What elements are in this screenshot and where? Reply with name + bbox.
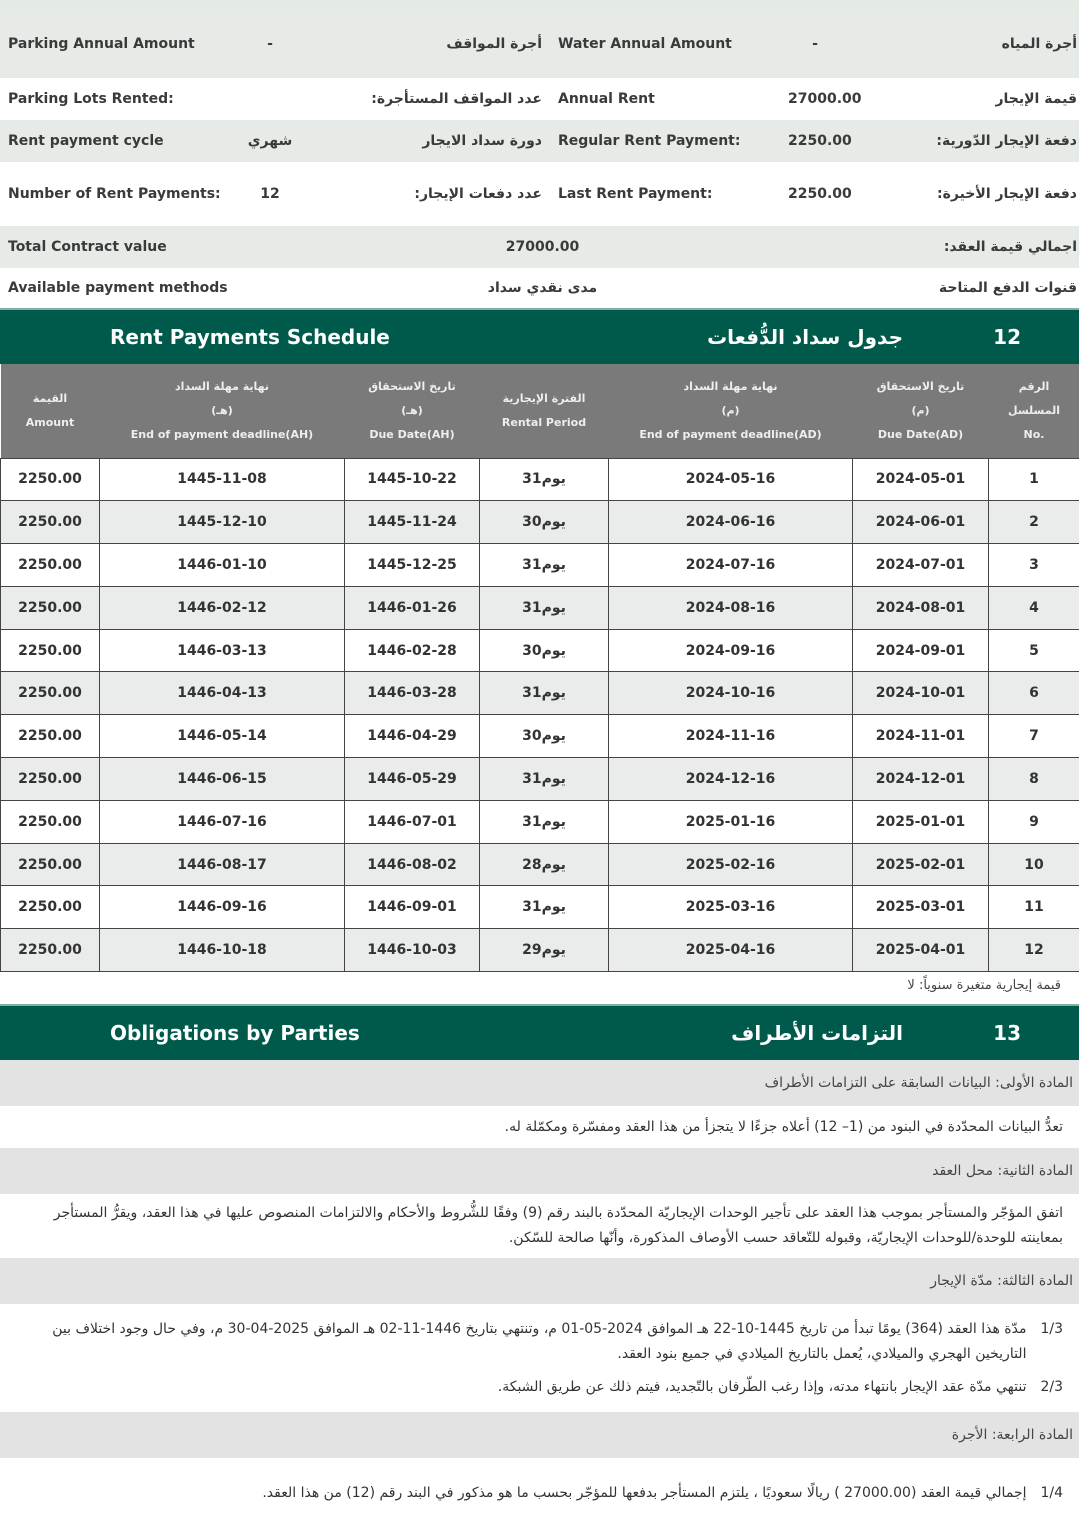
- table-cell: 2024-11-16: [609, 715, 853, 758]
- table-cell: 31يوم: [480, 544, 609, 587]
- table-cell: 1446-04-13: [100, 672, 345, 715]
- table-cell: 1446-09-16: [100, 886, 345, 929]
- table-cell: 2024-05-16: [609, 458, 853, 501]
- table-cell: 2250.00: [1, 672, 100, 715]
- variable-rent-note: قيمة إيجارية متغيرة سنوياً: لا: [0, 972, 1079, 1004]
- table-cell: 1446-01-10: [100, 544, 345, 587]
- article-4-items: [0, 1458, 1079, 1528]
- table-cell: 1446-10-03: [345, 929, 480, 972]
- table-cell: 2025-04-16: [609, 929, 853, 972]
- header-line: End of payment deadline(AH): [102, 423, 343, 447]
- header-line: Due Date(AH): [347, 423, 478, 447]
- clause-text: إجمالي قيمة العقد (27000.00 ) ريالًا سعوديًا ، يلتزم المستأجر بدفعها للمؤجّر بحسب ما هو مذكور في البند رقم (12) من هذا العقد.: [262, 1481, 1026, 1506]
- article-3-title: المادة الثالثة: مدّة الإيجار: [0, 1258, 1079, 1304]
- table-cell: 2024-06-01: [853, 501, 989, 544]
- header-line: Rental Period: [482, 411, 607, 435]
- total-contract-row: [0, 226, 1079, 268]
- value: 27000.00: [780, 87, 850, 111]
- label-ar: دورة سداد الايجار: [310, 129, 550, 153]
- table-cell: 2024-10-16: [609, 672, 853, 715]
- column-header: [989, 364, 1079, 458]
- clause-number: 1/4: [1040, 1481, 1063, 1506]
- clause-item: [16, 1317, 1063, 1367]
- table-row: [1, 458, 1079, 501]
- label-en: Annual Rent: [550, 87, 780, 111]
- clause-text: مدّة هذا العقد (364) يومًا تبدأ من تاريخ 1445-10-22 هـ الموافق 2024-05-01 م، وتنتهي بتاريخ 1446-11-02 هـ الموافق 2025-04-30 م، وفي حال وجود اختلاف بين التاريخين الهجري والميلادي، يُعمل بالتاريخ الميلادي في جميع بنود العقد.: [16, 1317, 1026, 1367]
- info-row: [0, 78, 1079, 120]
- table-cell: 6: [989, 672, 1079, 715]
- table-cell: 4: [989, 586, 1079, 629]
- info-row: [0, 10, 1079, 78]
- table-cell: 1445-12-10: [100, 501, 345, 544]
- table-cell: 12: [989, 929, 1079, 972]
- table-cell: 9: [989, 800, 1079, 843]
- header-line: المسلسل: [991, 399, 1078, 423]
- header-line: نهاية مهلة السداد: [102, 375, 343, 399]
- label-ar: أجرة المواقف: [310, 32, 550, 56]
- table-cell: 7: [989, 715, 1079, 758]
- contract-info-table: [0, 10, 1079, 226]
- header-line: نهاية مهلة السداد: [611, 375, 851, 399]
- info-row: [0, 162, 1079, 226]
- table-row: [1, 843, 1079, 886]
- top-strip: [0, 0, 1079, 10]
- table-cell: 1446-02-28: [345, 629, 480, 672]
- value: 12: [230, 182, 310, 206]
- column-header: [100, 364, 345, 458]
- table-cell: 5: [989, 629, 1079, 672]
- header-line: Amount: [3, 411, 98, 435]
- table-cell: 2024-08-16: [609, 586, 853, 629]
- table-row: [1, 886, 1079, 929]
- schedule-title-ar: جدول سداد الدُّفعات: [707, 325, 903, 349]
- table-cell: 1446-03-13: [100, 629, 345, 672]
- table-cell: 2024-07-16: [609, 544, 853, 587]
- table-cell: 1446-06-15: [100, 758, 345, 801]
- table-cell: 1446-09-01: [345, 886, 480, 929]
- clause-item: [16, 1375, 1063, 1400]
- table-cell: 2025-01-16: [609, 800, 853, 843]
- table-cell: 2025-04-01: [853, 929, 989, 972]
- schedule-section-number: 12: [993, 325, 1021, 349]
- table-cell: 2250.00: [1, 886, 100, 929]
- clause-item: [16, 1481, 1063, 1506]
- table-cell: 1445-11-08: [100, 458, 345, 501]
- header-line: Due Date(AD): [855, 423, 987, 447]
- table-cell: 2250.00: [1, 458, 100, 501]
- clause-text: تنتهي مدّة عقد الإيجار بانتهاء مدته، وإذا رغب الطّرفان بالتّجديد، فيتم ذلك عن طريق الشبكة.: [498, 1375, 1027, 1400]
- label-ar: أجرة المياه: [850, 32, 1079, 56]
- total-label-ar: اجمالي قيمة العقد:: [665, 235, 1079, 259]
- table-row: [1, 629, 1079, 672]
- table-row: [1, 715, 1079, 758]
- column-header: [609, 364, 853, 458]
- header-line: (م): [611, 399, 851, 423]
- table-row: [1, 800, 1079, 843]
- table-cell: 30يوم: [480, 629, 609, 672]
- table-cell: 1446-04-29: [345, 715, 480, 758]
- table-cell: 1446-07-01: [345, 800, 480, 843]
- table-cell: 28يوم: [480, 843, 609, 886]
- table-cell: 1446-08-02: [345, 843, 480, 886]
- article-2-text: اتفق المؤجّر والمستأجر بموجب هذا العقد على تأجير الوحدات الإيجاريّة المحدّدة بالبند رقم (9) وفقًا للشُّروط والأحكام والالتزامات المنصوص عليها في هذا العقد، ويقرُّ المستأجر بمعاينته للوحدة/للوحدات الإيجاريّة، وقبوله للتّعاقد حسب الأوصاف المذكورة، وأنّها صالحة للسّكن.: [0, 1194, 1079, 1258]
- table-cell: 2250.00: [1, 758, 100, 801]
- table-cell: 1446-05-14: [100, 715, 345, 758]
- clause-number: 2/3: [1040, 1375, 1063, 1400]
- header-line: (م): [855, 399, 987, 423]
- table-cell: 2024-10-01: [853, 672, 989, 715]
- article-1-title: المادة الأولى: البيانات السابقة على التزامات الأطراف: [0, 1060, 1079, 1106]
- table-cell: 1445-10-22: [345, 458, 480, 501]
- table-cell: 2024-12-16: [609, 758, 853, 801]
- table-cell: 31يوم: [480, 886, 609, 929]
- table-cell: 2024-11-01: [853, 715, 989, 758]
- table-cell: 30يوم: [480, 715, 609, 758]
- label-en: Water Annual Amount: [550, 32, 780, 56]
- article-2-title: المادة الثانية: محل العقد: [0, 1148, 1079, 1194]
- label-ar: عدد المواقف المستأجرة:: [310, 87, 550, 111]
- table-cell: 2025-02-01: [853, 843, 989, 886]
- table-cell: 1445-11-24: [345, 501, 480, 544]
- label-ar: دفعة الإيجار الأخيرة:: [850, 182, 1079, 206]
- table-cell: 30يوم: [480, 501, 609, 544]
- table-cell: 1445-12-25: [345, 544, 480, 587]
- label-ar: عدد دفعات الإيجار:: [310, 182, 550, 206]
- table-cell: 2024-06-16: [609, 501, 853, 544]
- value: -: [780, 32, 850, 56]
- clause-number: 1/3: [1040, 1317, 1063, 1367]
- table-cell: 29يوم: [480, 929, 609, 972]
- label-en: Last Rent Payment:: [550, 182, 780, 206]
- methods-value: مدى نقدي سداد: [420, 276, 665, 300]
- table-row: [1, 544, 1079, 587]
- article-1-text: تعدُّ البيانات المحدّدة في البنود من (1– 12) أعلاه جزءًا لا يتجزأ من هذا العقد ومفسّرة ومكمّلة له.: [0, 1106, 1079, 1148]
- header-line: End of payment deadline(AD): [611, 423, 851, 447]
- table-cell: 8: [989, 758, 1079, 801]
- table-row: [1, 758, 1079, 801]
- table-cell: 11: [989, 886, 1079, 929]
- methods-label-ar: قنوات الدفع المتاحة: [665, 276, 1079, 300]
- table-cell: 2024-09-16: [609, 629, 853, 672]
- obligations-section-number: 13: [993, 1021, 1021, 1045]
- table-cell: 2024-08-01: [853, 586, 989, 629]
- obligations-section-header: [0, 1004, 1079, 1060]
- schedule-section-header: [0, 308, 1079, 364]
- total-label-en: Total Contract value: [0, 235, 420, 259]
- column-header: [1, 364, 100, 458]
- table-row: [1, 501, 1079, 544]
- table-row: [1, 929, 1079, 972]
- schedule-title-en: Rent Payments Schedule: [110, 325, 390, 349]
- table-cell: 1446-10-18: [100, 929, 345, 972]
- table-cell: 2250.00: [1, 715, 100, 758]
- table-cell: 2250.00: [1, 929, 100, 972]
- label-ar: قيمة الإيجار: [850, 87, 1079, 111]
- table-cell: 2024-12-01: [853, 758, 989, 801]
- table-cell: 2250.00: [1, 629, 100, 672]
- column-header: [480, 364, 609, 458]
- obligations-title-en: Obligations by Parties: [110, 1021, 360, 1045]
- header-line: (هـ): [347, 399, 478, 423]
- label-en: Number of Rent Payments:: [0, 182, 230, 206]
- label-en: Parking Lots Rented:: [0, 87, 230, 111]
- column-header: [853, 364, 989, 458]
- table-cell: 2: [989, 501, 1079, 544]
- payments-schedule-table: [0, 364, 1079, 972]
- header-line: تاريخ الاستحقاق: [855, 375, 987, 399]
- table-cell: 31يوم: [480, 758, 609, 801]
- table-row: [1, 586, 1079, 629]
- table-row: [1, 672, 1079, 715]
- table-cell: 2024-05-01: [853, 458, 989, 501]
- table-cell: 2025-01-01: [853, 800, 989, 843]
- column-header: [345, 364, 480, 458]
- header-line: (هـ): [102, 399, 343, 423]
- table-cell: 1446-05-29: [345, 758, 480, 801]
- table-cell: 31يوم: [480, 672, 609, 715]
- header-line: تاريخ الاستحقاق: [347, 375, 478, 399]
- table-cell: 1446-03-28: [345, 672, 480, 715]
- table-cell: 1446-08-17: [100, 843, 345, 886]
- header-line: القيمة: [3, 387, 98, 411]
- table-cell: 2250.00: [1, 501, 100, 544]
- table-cell: 2024-07-01: [853, 544, 989, 587]
- article-3-items: [0, 1304, 1079, 1412]
- header-line: No.: [991, 423, 1078, 447]
- payment-methods-row: [0, 268, 1079, 308]
- table-cell: 31يوم: [480, 586, 609, 629]
- info-row: [0, 120, 1079, 162]
- table-cell: 31يوم: [480, 458, 609, 501]
- table-cell: 2250.00: [1, 800, 100, 843]
- table-cell: 2250.00: [1, 586, 100, 629]
- header-line: الرقم: [991, 375, 1078, 399]
- obligations-title-ar: التزامات الأطراف: [731, 1021, 903, 1045]
- label-en: Parking Annual Amount: [0, 32, 230, 56]
- table-cell: 10: [989, 843, 1079, 886]
- table-cell: 1: [989, 458, 1079, 501]
- table-cell: 3: [989, 544, 1079, 587]
- label-en: Rent payment cycle: [0, 129, 230, 153]
- table-cell: 1446-01-26: [345, 586, 480, 629]
- value: 2250.00: [780, 182, 850, 206]
- header-line: الفترة الإيجارية: [482, 387, 607, 411]
- methods-label-en: Available payment methods: [0, 276, 420, 300]
- table-cell: 2025-03-01: [853, 886, 989, 929]
- table-cell: 31يوم: [480, 800, 609, 843]
- article-4-title: المادة الرابعة: الأجرة: [0, 1412, 1079, 1458]
- table-cell: 2025-03-16: [609, 886, 853, 929]
- value: شهري: [230, 129, 310, 153]
- table-cell: 2250.00: [1, 843, 100, 886]
- label-en: Regular Rent Payment:: [550, 129, 780, 153]
- table-cell: 2250.00: [1, 544, 100, 587]
- label-ar: دفعة الإيجار الدّورية:: [850, 129, 1079, 153]
- table-cell: 2025-02-16: [609, 843, 853, 886]
- table-cell: 2024-09-01: [853, 629, 989, 672]
- total-value: 27000.00: [420, 235, 665, 259]
- table-cell: 1446-02-12: [100, 586, 345, 629]
- value: 2250.00: [780, 129, 850, 153]
- value: -: [230, 32, 310, 56]
- table-cell: 1446-07-16: [100, 800, 345, 843]
